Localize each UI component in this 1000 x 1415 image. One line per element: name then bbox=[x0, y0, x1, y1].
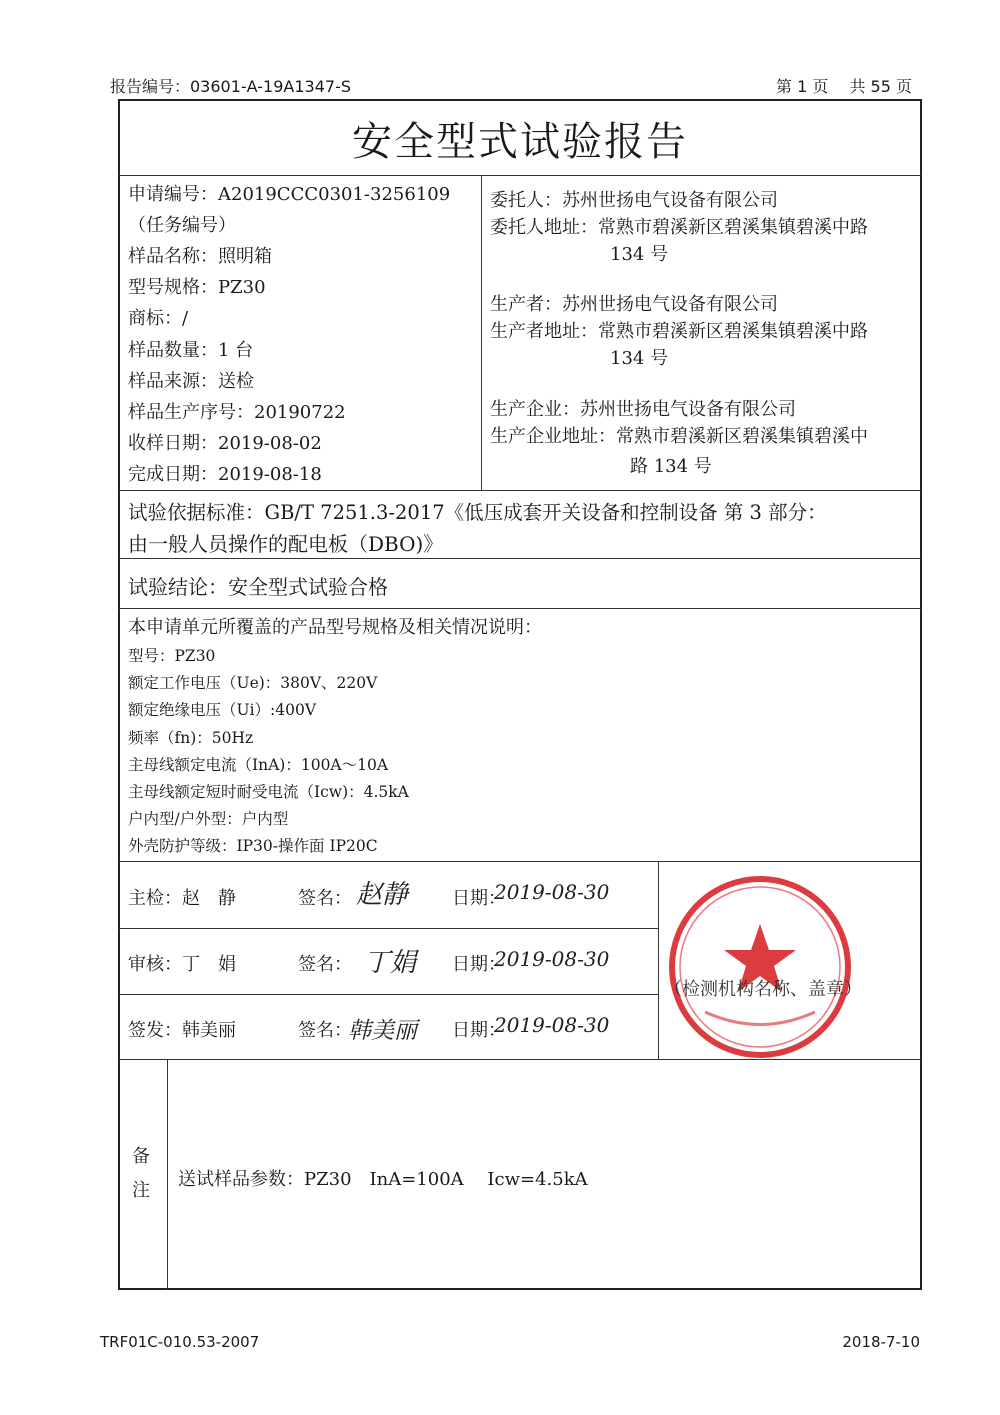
issuer-date: 2019-08-30 bbox=[494, 1013, 610, 1037]
divider-stamp-column bbox=[658, 862, 659, 1059]
divider-remarks-column bbox=[167, 1060, 168, 1290]
client-address: 委托人地址：常熟市碧溪新区碧溪集镇碧溪中路 bbox=[490, 217, 868, 238]
inspector-date-label: 日期： bbox=[452, 888, 506, 909]
client-address-cont: 134 号 bbox=[610, 244, 669, 265]
producer-address: 生产者地址：常熟市碧溪新区碧溪集镇碧溪中路 bbox=[490, 321, 868, 342]
trademark: 商标：/ bbox=[128, 308, 189, 329]
factory-address: 生产企业地址：常熟市碧溪新区碧溪集镇碧溪中 bbox=[490, 426, 868, 447]
form-number: TRF01C-010.53-2007 bbox=[100, 1333, 260, 1351]
divider-sign-2 bbox=[118, 994, 658, 995]
description-line: 外壳防护等级：IP30-操作面 IP20C bbox=[128, 837, 378, 855]
description-line: 额定工作电压（Ue)：380V、220V bbox=[128, 674, 378, 692]
page-indicator: 第 1 页 共 55 页 bbox=[776, 77, 912, 96]
factory-address-cont: 路 134 号 bbox=[630, 456, 712, 477]
completed-date: 完成日期：2019-08-18 bbox=[128, 464, 322, 485]
reviewer-role: 审核：丁 娟 bbox=[128, 954, 236, 975]
received-date: 收样日期：2019-08-02 bbox=[128, 433, 322, 454]
divider-sign-1 bbox=[118, 928, 658, 929]
reviewer-sign-label: 签名： bbox=[298, 954, 352, 975]
inspector-role: 主检：赵 静 bbox=[128, 888, 236, 909]
test-standard-line2: 由一般人员操作的配电板（DBO)》 bbox=[128, 532, 444, 556]
issuer-signature: 韩美丽 bbox=[348, 1018, 417, 1044]
inspector-sign-label: 签名： bbox=[298, 888, 352, 909]
description-line: 额定绝缘电压（Ui）:400V bbox=[128, 701, 317, 719]
sample-quantity: 样品数量：1 台 bbox=[128, 340, 254, 361]
divider-info-column bbox=[481, 176, 482, 490]
inspector-signature: 赵静 bbox=[356, 880, 409, 910]
description-line: 主母线额定电流（InA)：100A～10A bbox=[128, 756, 389, 774]
sample-serial: 样品生产序号：20190722 bbox=[128, 402, 346, 423]
description-line: 主母线额定短时耐受电流（Icw)：4.5kA bbox=[128, 783, 409, 801]
test-conclusion: 试验结论：安全型式试验合格 bbox=[128, 575, 388, 599]
inspector-date: 2019-08-30 bbox=[494, 880, 610, 904]
producer-address-cont: 134 号 bbox=[610, 348, 669, 369]
description-line: 户内型/户外型：户内型 bbox=[128, 810, 289, 828]
issuer-date-label: 日期： bbox=[452, 1020, 506, 1041]
sample-source: 样品来源：送检 bbox=[128, 371, 254, 392]
remarks-label: 备 注 bbox=[132, 1146, 150, 1201]
description-line: 频率（fn)：50Hz bbox=[128, 729, 254, 747]
remarks-text: 送试样品参数：PZ30 InA=100A Icw=4.5kA bbox=[178, 1169, 588, 1190]
report-number: 报告编号：03601-A-19A1347-S bbox=[110, 77, 351, 96]
client-name: 委托人：苏州世扬电气设备有限公司 bbox=[490, 190, 778, 211]
description-line: 型号：PZ30 bbox=[128, 647, 216, 665]
producer-name: 生产者：苏州世扬电气设备有限公司 bbox=[490, 294, 778, 315]
divider-description bbox=[118, 861, 922, 862]
application-number: 申请编号：A2019CCC0301-3256109 bbox=[128, 184, 451, 205]
model-spec: 型号规格：PZ30 bbox=[128, 277, 266, 298]
form-date: 2018-7-10 bbox=[842, 1333, 920, 1351]
divider-title bbox=[118, 175, 922, 176]
stamp-caption: （检测机构名称、盖章） bbox=[664, 979, 862, 1000]
reviewer-date-label: 日期： bbox=[452, 954, 506, 975]
sample-name: 样品名称：照明箱 bbox=[128, 246, 272, 267]
task-number: （任务编号） bbox=[128, 215, 236, 236]
issuer-role: 签发：韩美丽 bbox=[128, 1020, 236, 1041]
report-title: 安全型式试验报告 bbox=[352, 119, 688, 165]
factory-name: 生产企业：苏州世扬电气设备有限公司 bbox=[490, 399, 796, 420]
reviewer-signature: 丁娟 bbox=[364, 948, 417, 978]
description-heading: 本申请单元所覆盖的产品型号规格及相关情况说明： bbox=[128, 617, 542, 638]
issuer-sign-label: 签名： bbox=[298, 1020, 352, 1041]
divider-standard bbox=[118, 558, 922, 559]
divider-info bbox=[118, 490, 922, 491]
official-seal-icon bbox=[665, 872, 855, 1062]
reviewer-date: 2019-08-30 bbox=[494, 947, 610, 971]
divider-conclusion bbox=[118, 608, 922, 609]
test-standard-line1: 试验依据标准：GB/T 7251.3-2017《低压成套开关设备和控制设备 第 3 部分： bbox=[128, 501, 827, 524]
